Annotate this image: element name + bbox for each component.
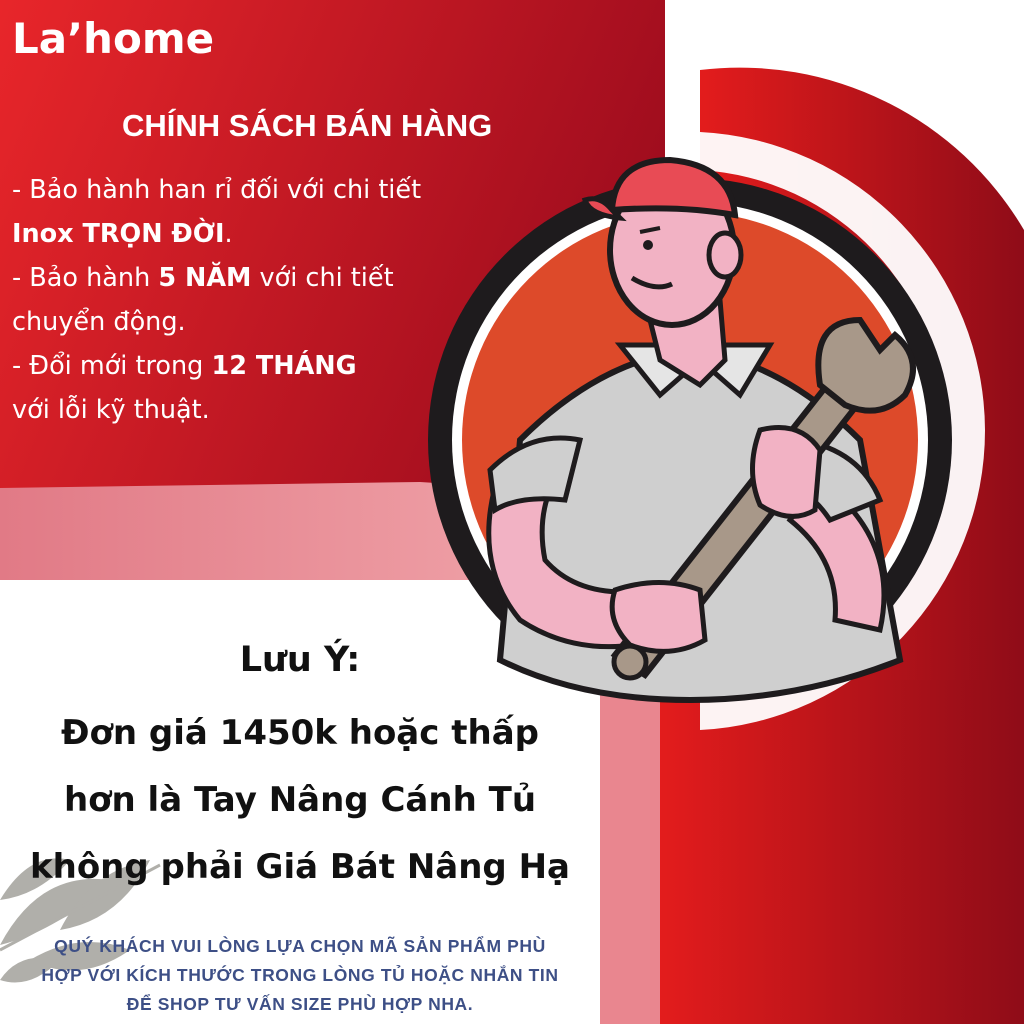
policy-heading: CHÍNH SÁCH BÁN HÀNG [122, 108, 493, 143]
note-title: Lưu Ý: [239, 640, 361, 680]
policy-line: chuyển động. [12, 307, 186, 337]
note-line: không phải Giá Bát Nâng Hạ [30, 847, 570, 887]
footer-line: ĐỂ SHOP TƯ VẤN SIZE PHÙ HỢP NHA. [126, 994, 474, 1014]
brand-logo: La’home [12, 14, 215, 63]
policy-line: Inox TRỌN ĐỜI. [12, 219, 233, 249]
policy-line: - Bảo hành 5 NĂM với chi tiết [12, 263, 394, 293]
footer-notice [0, 932, 600, 1019]
left-hand [612, 583, 705, 652]
right-hand [753, 428, 821, 517]
note-line: hơn là Tay Nâng Cánh Tủ [63, 780, 537, 820]
footer-line: QUÝ KHÁCH VUI LÒNG LỰA CHỌN MÃ SẢN PHẨM PHÙ [54, 936, 546, 956]
policy-line: - Bảo hành han rỉ đối với chi tiết [12, 175, 422, 205]
note-line: Đơn giá 1450k hoặc thấp [61, 713, 539, 753]
footer-line: HỢP VỚI KÍCH THƯỚC TRONG LÒNG TỦ HOẶC NHẮN TIN [41, 965, 559, 985]
note-body [0, 700, 600, 901]
policy-list [12, 168, 512, 432]
policy-line: - Đổi mới trong 12 THÁNG [12, 351, 357, 381]
red-column [660, 680, 1024, 1024]
policy-line: với lỗi kỹ thuật. [12, 395, 210, 425]
